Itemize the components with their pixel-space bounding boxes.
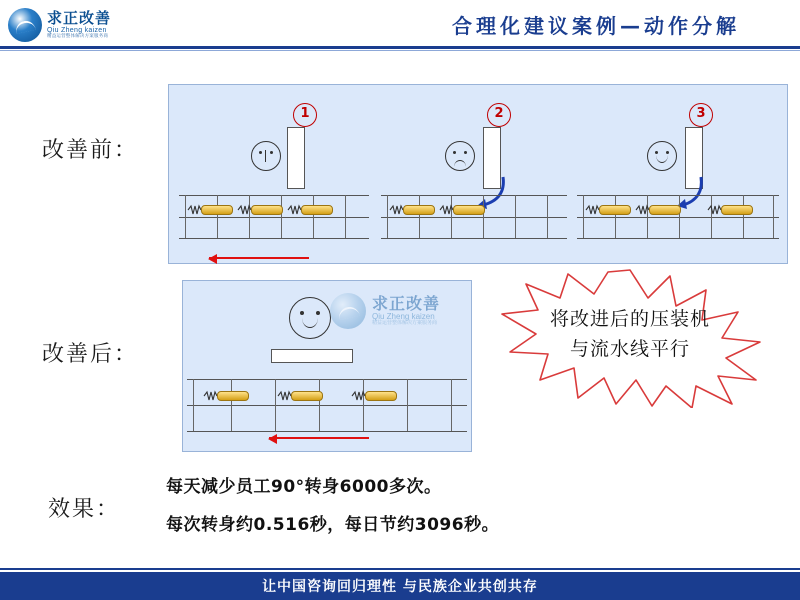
conveyor-leg-1	[281, 195, 282, 238]
conveyor-leg-2	[419, 195, 420, 238]
conveyor-leg-after	[407, 379, 408, 431]
logo-icon	[8, 8, 42, 42]
effect-line-1: 每天减少员工90°转身6000多次。	[166, 477, 442, 497]
worker-eye-left-after	[300, 311, 304, 315]
worker-eye-right-2	[464, 151, 467, 154]
worker-eye-left-1	[259, 151, 262, 154]
conveyor-leg-3	[743, 195, 744, 238]
part-body	[599, 205, 631, 215]
conveyor-leg-2	[547, 195, 548, 238]
conveyor-rail-mid-2	[381, 217, 567, 218]
page-footer	[0, 572, 800, 600]
conveyor-after	[187, 379, 467, 433]
conveyor-rail-top-2	[381, 195, 567, 196]
press-machine-after	[271, 349, 353, 363]
part-body	[251, 205, 283, 215]
before-stage-2	[377, 85, 571, 265]
conveyor-rail-mid-3	[577, 217, 779, 218]
flow-direction-arrow-1	[209, 257, 309, 259]
worker-mouth-1	[265, 150, 266, 162]
callout-starburst	[470, 268, 790, 408]
conveyor-rail-bottom-after	[187, 431, 467, 432]
press-machine-1	[287, 127, 305, 189]
logo-name-en: Qiu Zheng kaizen	[47, 26, 107, 34]
conveyor-rail-bottom-2	[381, 238, 567, 239]
conveyor-leg-after	[319, 379, 320, 431]
worker-eye-right-1	[270, 151, 273, 154]
conveyor-leg-1	[249, 195, 250, 238]
worker-eye-left-3	[655, 151, 658, 154]
conveyor-leg-1	[313, 195, 314, 238]
before-stage-1	[175, 85, 373, 265]
worker-mouth-2	[454, 160, 466, 167]
watermark-name-cn: 求正改善	[372, 294, 441, 314]
conveyor-leg-2	[451, 195, 452, 238]
logo-name-cn: 求正改善	[47, 9, 112, 28]
logo-tagline: 精益运营整体解决方案服务商	[47, 33, 109, 39]
label-before: 改善前：	[42, 138, 139, 163]
conveyor-leg-after	[451, 379, 452, 431]
worker-mouth-3	[656, 155, 668, 163]
header-divider-thin	[0, 50, 800, 51]
conveyor-rail-top-after	[187, 379, 467, 380]
conveyor-leg-1	[185, 195, 186, 238]
worker-head-1	[251, 141, 281, 171]
watermark-tagline: 精益运营整体解决方案服务商	[372, 320, 438, 327]
conveyor-rail-top-3	[577, 195, 779, 196]
part-body	[721, 205, 753, 215]
worker-head-after	[289, 297, 331, 339]
conveyor-leg-2	[483, 195, 484, 238]
part-body	[201, 205, 233, 215]
worker-head-3	[647, 141, 677, 171]
conveyor-2	[381, 195, 567, 239]
part-body	[403, 205, 435, 215]
part-body	[453, 205, 485, 215]
page-header	[0, 0, 800, 50]
worker-eye-left-2	[453, 151, 456, 154]
footer-slogan: 让中国咨询回归理性 与民族企业共创共存	[262, 579, 538, 595]
conveyor-leg-3	[679, 195, 680, 238]
before-stage-3	[573, 85, 783, 265]
footer-divider	[0, 568, 800, 570]
company-logo	[8, 4, 148, 46]
callout-line-2: 与流水线平行	[569, 338, 690, 360]
conveyor-leg-after	[275, 379, 276, 431]
conveyor-leg-1	[345, 195, 346, 238]
part-body	[291, 391, 323, 401]
worker-eye-right-after	[316, 311, 320, 315]
conveyor-leg-3	[647, 195, 648, 238]
callout-line-1: 将改进后的压装机	[549, 308, 710, 330]
conveyor-leg-3	[711, 195, 712, 238]
conveyor-leg-1	[217, 195, 218, 238]
watermark-text-block	[372, 295, 440, 327]
step-number-1: 1	[293, 103, 317, 127]
step-number-3: 3	[689, 103, 713, 127]
callout-text	[470, 304, 790, 364]
conveyor-leg-2	[387, 195, 388, 238]
conveyor-leg-2	[515, 195, 516, 238]
conveyor-leg-after	[231, 379, 232, 431]
step-number-2: 2	[487, 103, 511, 127]
header-divider	[0, 46, 800, 49]
conveyor-rail-mid-1	[179, 217, 369, 218]
before-diagram-panel	[168, 84, 788, 264]
conveyor-rail-bottom-3	[577, 238, 779, 239]
flow-direction-arrow-after	[269, 437, 369, 439]
effect-line-2: 每次转身约0.516秒，每日节约3096秒。	[166, 515, 500, 535]
conveyor-rail-bottom-1	[179, 238, 369, 239]
worker-head-2	[445, 141, 475, 171]
worker-eye-right-3	[666, 151, 669, 154]
label-after: 改善后：	[42, 342, 139, 367]
conveyor-leg-3	[615, 195, 616, 238]
part-body	[649, 205, 681, 215]
conveyor-leg-3	[583, 195, 584, 238]
watermark-logo-icon	[330, 293, 366, 329]
part-body	[217, 391, 249, 401]
conveyor-rail-mid-after	[187, 405, 467, 406]
conveyor-rail-top-1	[179, 195, 369, 196]
logo-text-block	[47, 11, 111, 39]
conveyor-leg-after	[363, 379, 364, 431]
conveyor-leg-after	[193, 379, 194, 431]
part-body	[301, 205, 333, 215]
conveyor-leg-3	[773, 195, 774, 238]
conveyor-1	[179, 195, 369, 239]
worker-mouth-after	[302, 318, 318, 328]
conveyor-3	[577, 195, 779, 239]
page-title: 合理化建议案例—动作分解	[452, 14, 740, 38]
part-body	[365, 391, 397, 401]
label-effect: 效果：	[48, 497, 121, 522]
watermark-name-en: Qiu Zheng kaizen	[372, 311, 435, 321]
